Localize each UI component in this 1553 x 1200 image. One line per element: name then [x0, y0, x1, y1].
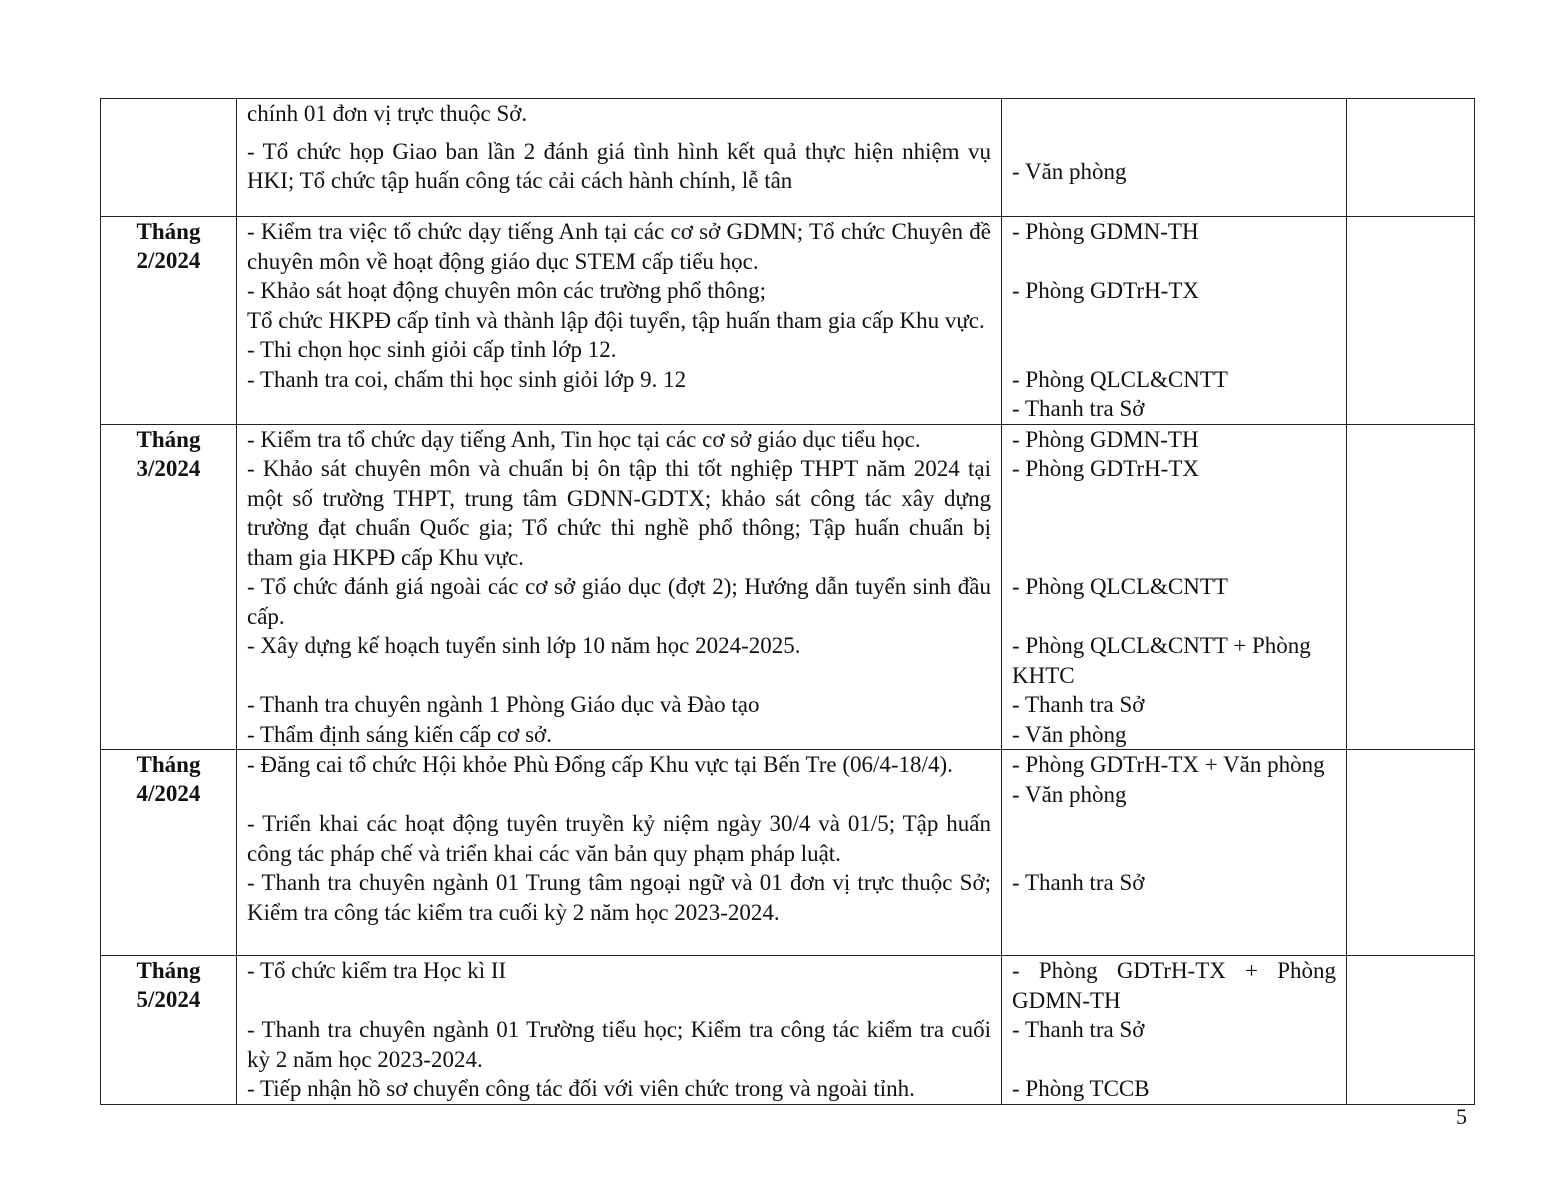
task-item: - Tổ chức đánh giá ngoài các cơ sở giáo dục (đợt 2); Hướng dẫn tuyển sinh đầu cấp.: [247, 574, 991, 629]
unit-item: - Thanh tra Sở: [1012, 870, 1145, 895]
units-cell: [1002, 956, 1347, 1105]
month-cell: [101, 99, 237, 217]
unit-item: - Văn phòng: [1012, 159, 1127, 184]
unit-item: - Thanh tra Sở: [1012, 1017, 1145, 1042]
unit-item: - Thanh tra Sở: [1012, 396, 1145, 421]
notes-cell: [1347, 956, 1475, 1105]
table-row: [101, 956, 1475, 1105]
task-item: - Thi chọn học sinh giỏi cấp tỉnh lớp 12.: [247, 337, 617, 362]
units-cell: [1002, 217, 1347, 425]
task-item: - Thẩm định sáng kiến cấp cơ sở.: [247, 721, 552, 747]
task-item: - Tổ chức họp Giao ban lần 2 đánh giá tình hình kết quả thực hiện nhiệm vụ HKI; Tổ chức tập huấn công tác cải cách hành chính, lễ tân: [247, 138, 991, 193]
task-item: Tổ chức HKPĐ cấp tỉnh và thành lập đội tuyển, tập huấn tham gia cấp Khu vực.: [247, 307, 985, 333]
tasks-cell: [237, 956, 1002, 1105]
unit-item: - Phòng GDTrH-TX: [1012, 456, 1199, 481]
unit-item: - Phòng QLCL&CNTT: [1012, 574, 1228, 599]
month-cell: Tháng 2/2024: [101, 217, 237, 425]
notes-cell: [1347, 217, 1475, 425]
table-row: [101, 99, 1475, 217]
month-cell: Tháng 5/2024: [101, 956, 237, 1105]
table-row: [101, 424, 1475, 750]
tasks-cell: [237, 750, 1002, 956]
notes-cell: [1347, 750, 1475, 956]
task-item: - Kiểm tra tổ chức dạy tiếng Anh, Tin học tại các cơ sở giáo dục tiểu học.: [247, 426, 921, 452]
month-cell: Tháng 3/2024: [101, 424, 237, 750]
task-item: - Thanh tra coi, chấm thi học sinh giỏi lớp 9. 12: [247, 366, 687, 392]
tasks-cell: [237, 424, 1002, 750]
units-cell: [1002, 424, 1347, 750]
page-number: 5: [1456, 1104, 1467, 1129]
task-item: - Tổ chức kiểm tra Học kì II: [247, 958, 507, 983]
units-cell: [1002, 99, 1347, 217]
task-item: - Tiếp nhận hồ sơ chuyển công tác đối với viên chức trong và ngoài tỉnh.: [247, 1076, 915, 1101]
work-plan-table: [100, 98, 1475, 1105]
unit-item: - Phòng GDMN-TH: [1012, 219, 1199, 244]
task-item: - Khảo sát hoạt động chuyên môn các trường phổ thông;: [247, 278, 767, 303]
unit-item: - Phòng GDTrH-TX + Văn phòng: [1012, 752, 1325, 777]
task-item: - Thanh tra chuyên ngành 1 Phòng Giáo dục và Đào tạo: [247, 692, 760, 717]
unit-item: - Văn phòng: [1012, 721, 1127, 747]
unit-item: - Văn phòng: [1012, 781, 1127, 807]
unit-item: - Phòng QLCL&CNTT: [1012, 366, 1228, 392]
tasks-cell: [237, 217, 1002, 425]
month-cell: Tháng 4/2024: [101, 750, 237, 956]
units-cell: [1002, 750, 1347, 956]
task-item: - Thanh tra chuyên ngành 01 Trung tâm ngoại ngữ và 01 đơn vị trực thuộc Sở; Kiểm tra công tác kiểm tra cuối kỳ 2 năm học 2023-2024.: [247, 870, 991, 925]
table-row: [101, 750, 1475, 956]
unit-item: - Phòng TCCB: [1012, 1076, 1150, 1101]
notes-cell: [1347, 424, 1475, 750]
task-item: - Triển khai các hoạt động tuyên truyền kỷ niệm ngày 30/4 và 01/5; Tập huấn công tác pháp chế và triển khai các văn bản quy phạm pháp luật.: [247, 811, 991, 866]
tasks-cell: [237, 99, 1002, 217]
task-item: - Thanh tra chuyên ngành 01 Trường tiểu học; Kiểm tra công tác kiểm tra cuối kỳ 2 năm học 2023-2024.: [247, 1017, 991, 1072]
unit-item: - Thanh tra Sở: [1012, 692, 1145, 717]
notes-cell: [1347, 99, 1475, 217]
task-item: - Xây dựng kế hoạch tuyển sinh lớp 10 năm học 2024-2025.: [247, 633, 801, 658]
task-item: chính 01 đơn vị trực thuộc Sở.: [247, 101, 528, 126]
unit-item: - Phòng GDTrH-TX: [1012, 278, 1199, 303]
unit-item: - Phòng GDMN-TH: [1012, 426, 1199, 452]
table-row: [101, 217, 1475, 425]
unit-item: - Phòng GDTrH-TX + Phòng GDMN-TH: [1012, 958, 1336, 1013]
unit-item: - Phòng QLCL&CNTT + Phòng KHTC: [1012, 633, 1311, 688]
task-item: - Khảo sát chuyên môn và chuẩn bị ôn tập thi tốt nghiệp THPT năm 2024 tại một số trường THPT, trung tâm GDNN-GDTX; khảo sát công tác xây dựng trường đạt chuẩn Quốc gia; Tổ chức thi nghề phổ thông; Tập huấn chuẩn bị tham gia HKPĐ cấp Khu vực.: [247, 456, 991, 570]
task-item: - Đăng cai tổ chức Hội khỏe Phù Đổng cấp Khu vực tại Bến Tre (06/4-18/4).: [247, 752, 953, 777]
task-item: - Kiểm tra việc tổ chức dạy tiếng Anh tại các cơ sở GDMN; Tổ chức Chuyên đề chuyên môn về hoạt động giáo dục STEM cấp tiểu học.: [247, 219, 991, 274]
